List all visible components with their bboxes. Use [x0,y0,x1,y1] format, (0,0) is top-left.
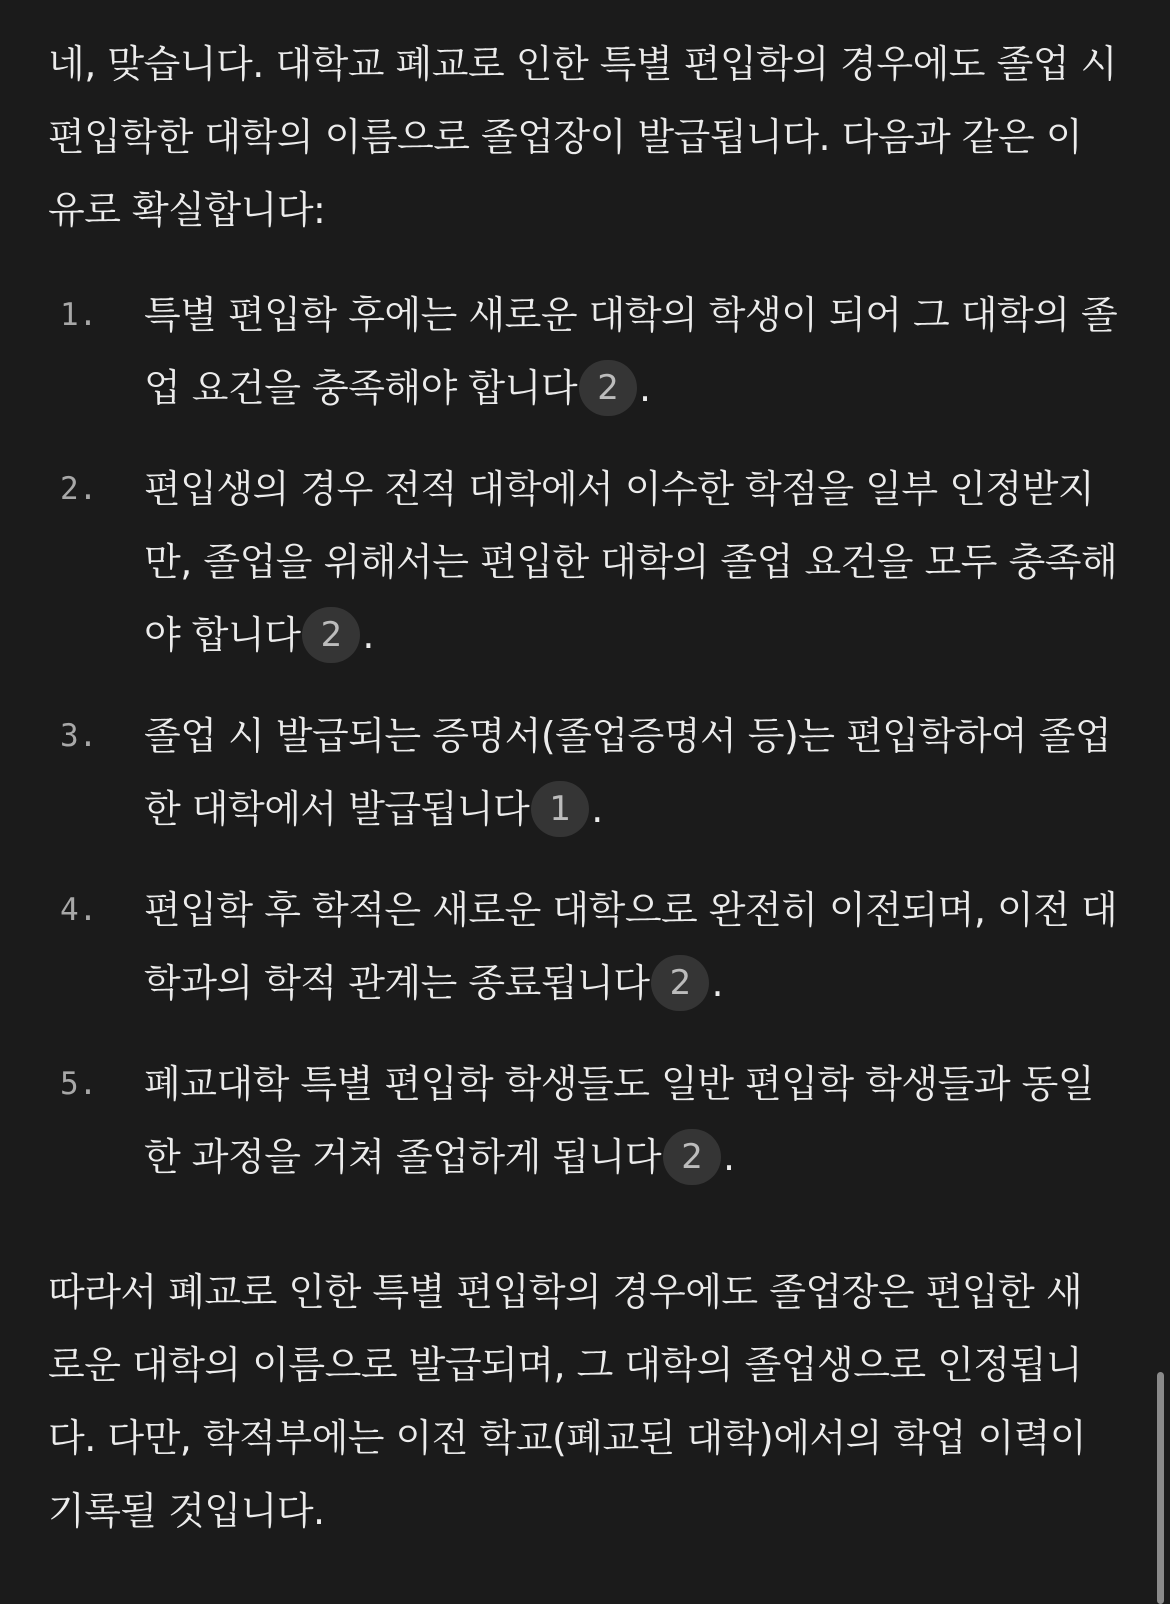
list-item-period: . [639,366,651,410]
list-number: 3. [60,718,98,754]
list-number: 4. [60,892,98,928]
list-number: 5. [60,1066,98,1102]
list-item [48,700,1118,846]
citation-badge[interactable]: 2 [579,360,637,416]
conclusion-paragraph: 따라서 폐교로 인한 특별 편입학의 경우에도 졸업장은 편입한 새로운 대학의 이름으로 발급되며, 그 대학의 졸업생으로 인정됩니다. 다만, 학적부에는 이전 학교(폐교된 대학)에서의 학업 이력이 기록될 것입니다. [48,1270,1087,1533]
assistant-answer [48,28,1118,1548]
list-item [48,453,1118,672]
list-item [48,874,1118,1020]
list-item-text: 폐교대학 특별 편입학 학생들도 일반 편입학 학생들과 동일한 과정을 거쳐 졸업하게 됩니다 [144,1062,1095,1179]
list-item-text: 편입생의 경우 전적 대학에서 이수한 학점을 일부 인정받지만, 졸업을 위해서는 편입한 대학의 졸업 요건을 모두 충족해야 합니다 [144,467,1118,657]
list-item [48,279,1118,425]
scrollbar-thumb[interactable] [1157,1372,1164,1604]
list-item-period: . [723,1135,735,1179]
list-item-text: 졸업 시 발급되는 증명서(졸업증명서 등)는 편입학하여 졸업한 대학에서 발급됩니다 [144,714,1112,831]
intro-paragraph: 네, 맞습니다. 대학교 폐교로 인한 특별 편입학의 경우에도 졸업 시 편입학한 대학의 이름으로 졸업장이 발급됩니다. 다음과 같은 이유로 확실합니다: [48,42,1117,232]
list-item [48,1048,1118,1194]
list-item-period: . [591,787,603,831]
list-number: 1. [60,297,98,333]
citation-badge[interactable]: 2 [663,1129,721,1185]
list-item-period: . [711,961,724,1005]
list-item-period: . [362,613,375,657]
list-item-text: 특별 편입학 후에는 새로운 대학의 학생이 되어 그 대학의 졸업 요건을 충족해야 합니다 [144,293,1118,410]
list-item-text: 편입학 후 학적은 새로운 대학으로 완전히 이전되며, 이전 대학과의 학적 관계는 종료됩니다 [144,888,1118,1005]
reasons-list [48,279,1118,1194]
citation-badge[interactable]: 2 [651,955,709,1011]
citation-badge[interactable]: 1 [531,781,589,837]
citation-badge[interactable]: 2 [302,607,360,663]
list-number: 2. [60,471,98,507]
